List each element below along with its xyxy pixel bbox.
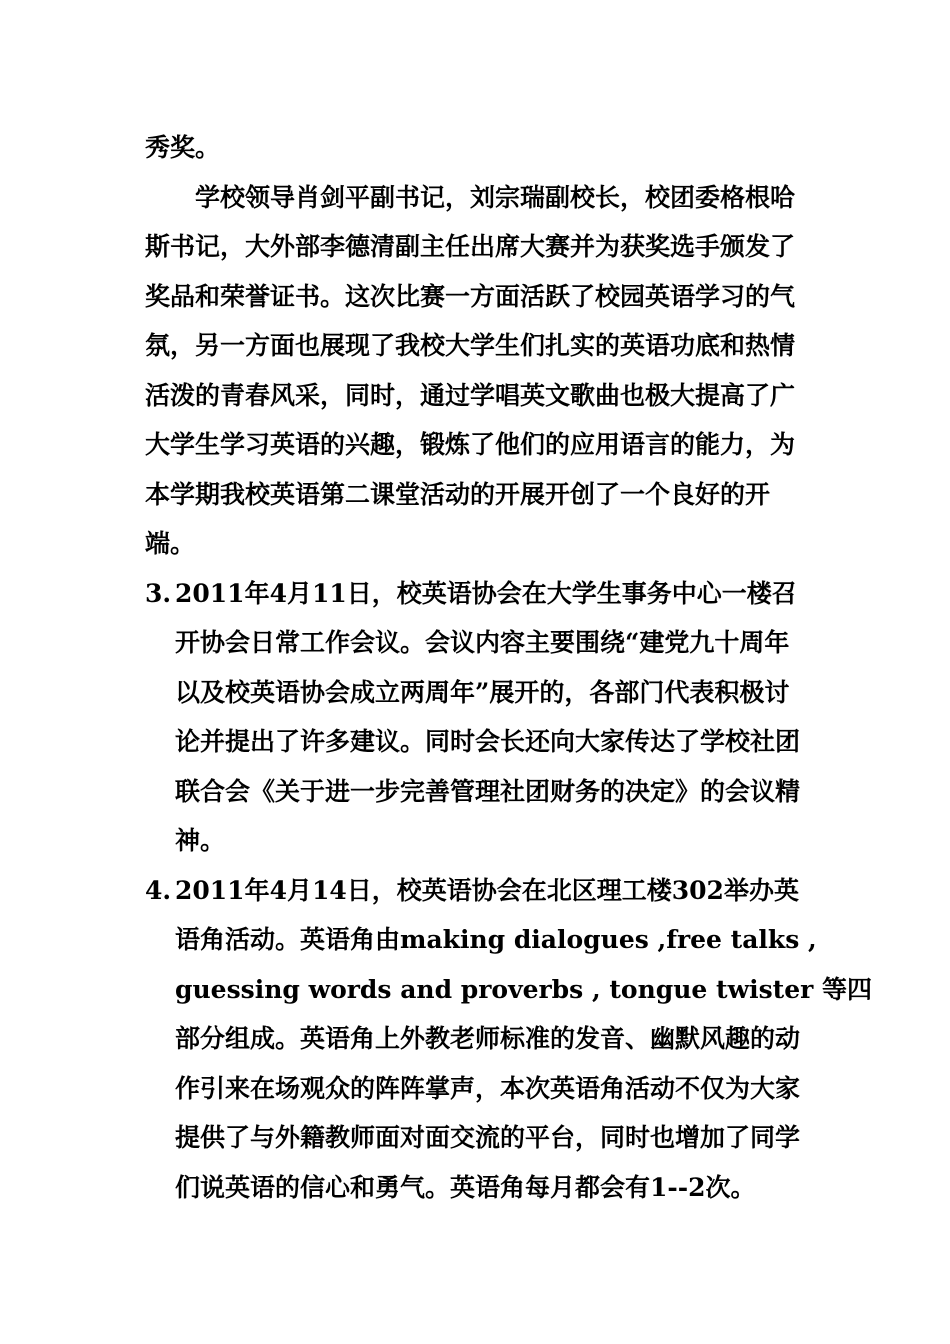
text-line: 以及校英语协会成立两周年”展开的，各部门代表积极讨 xyxy=(175,677,790,707)
text-line: 神。 xyxy=(175,826,226,855)
continuation-line xyxy=(145,123,810,173)
text-line: 奖品和荣誉证书。这次比赛一方面活跃了校园英语学习的气 xyxy=(145,281,796,311)
text-line: 氛，另一方面也展现了我校大学生们扎实的英语功底和热情 xyxy=(145,331,796,360)
text-line: 作引来在场观众的阵阵掌声，本次英语角活动不仅为大家 xyxy=(175,1073,801,1103)
document-body xyxy=(145,123,872,1212)
list-number: 3. xyxy=(145,578,172,608)
text-line: 活泼的青春风采，同时，通过学唱英文歌曲也极大提高了广 xyxy=(145,380,796,410)
list-item xyxy=(145,866,872,1213)
text-line: 开协会日常工作会议。会议内容主要围绕“建党九十周年 xyxy=(175,628,790,657)
text-line: 大学生学习英语的兴趣，锻炼了他们的应用语言的能力，为 xyxy=(145,430,796,459)
text-line: 斯书记，大外部李德清副主任出席大赛并为获奖选手颁发了 xyxy=(145,232,796,261)
text-line: 们说英语的信心和勇气。英语角每月都会有1--2次。 xyxy=(175,1172,756,1202)
text-line: 语角活动。英语角由making dialogues ,free talks , xyxy=(175,925,817,954)
list-number: 4. xyxy=(145,875,172,905)
award-paragraph xyxy=(145,173,810,569)
text-line: 学校领导肖剑平副书记，刘宗瑞副校长，校团委格根哈 xyxy=(195,182,796,212)
text-line: 论并提出了许多建议。同时会长还向大家传达了学校社团 xyxy=(175,727,801,756)
text-line: 部分组成。英语角上外教老师标准的发音、幽默风趣的动 xyxy=(175,1024,801,1053)
text-line: 提供了与外籍教师面对面交流的平台，同时也增加了同学 xyxy=(175,1123,801,1152)
event-list xyxy=(145,569,872,1213)
text-line: 2011年4月14日，校英语协会在北区理工楼302举办英 xyxy=(175,875,799,905)
text-line: 秀奖。 xyxy=(145,133,221,162)
text-line: 端。 xyxy=(145,529,196,558)
text-line: 2011年4月11日，校英语协会在大学生事务中心一楼召 xyxy=(175,578,797,608)
list-item xyxy=(145,569,810,866)
text-line: 本学期我校英语第二课堂活动的开展开创了一个良好的开 xyxy=(145,479,771,509)
text-line: guessing words and proverbs , tongue twister 等四 xyxy=(175,974,872,1004)
text-line: 联合会《关于进一步完善管理社团财务的决定》的会议精 xyxy=(175,776,801,806)
